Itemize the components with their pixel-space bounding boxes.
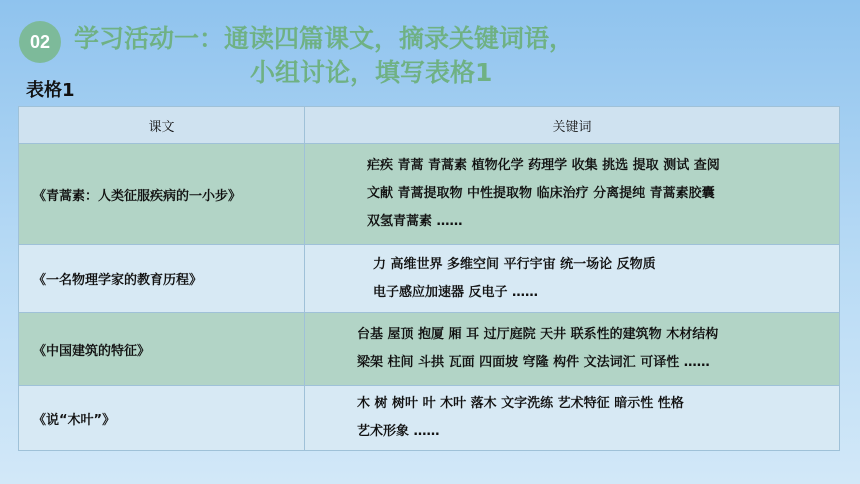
table-row [19, 245, 840, 313]
title-line-2: 小组讨论，填写表格1 [250, 58, 493, 87]
row-text-title: 《青蒿素：人类征服疾病的一小步》 [19, 144, 305, 245]
keyword-line: 力 高维世界 多维空间 平行宇宙 统一场论 反物质 [373, 256, 656, 272]
header-text: 课文 [19, 107, 305, 144]
table-row [19, 144, 840, 245]
keyword-line: 电子感应加速器 反电子 …… [373, 284, 539, 300]
keyword-line: 台基 屋顶 抱厦 厢 耳 过厅庭院 天井 联系性的建筑物 木材结构 [357, 327, 719, 342]
keyword-line: 双氢青蒿素 …… [367, 214, 463, 229]
row-text-title: 《一名物理学家的教育历程》 [19, 245, 305, 313]
title-line-1: 学习活动一：通读四篇课文，摘录关键词语， [74, 24, 575, 53]
keyword-line: 艺术形象 …… [357, 424, 440, 439]
row-keywords [305, 245, 840, 313]
keyword-line: 木 树 树叶 叶 木叶 落木 文字洗练 艺术特征 暗示性 性格 [357, 396, 684, 411]
row-text-title: 《说“木叶”》 [19, 386, 305, 451]
table-row [19, 313, 840, 386]
keyword-line: 梁架 柱间 斗拱 瓦面 四面坡 穹隆 构件 文法词汇 可译性 …… [357, 355, 710, 370]
row-keywords [305, 386, 840, 451]
keywords-table [18, 106, 840, 451]
table-row [19, 386, 840, 451]
keyword-line: 疟疾 青蒿 青蒿素 植物化学 药理学 收集 挑选 提取 测试 查阅 [367, 158, 720, 173]
table-header-row [19, 107, 840, 144]
header-keywords: 关键词 [305, 107, 840, 144]
slide-number-badge: 02 [19, 21, 61, 63]
keyword-line: 文献 青蒿提取物 中性提取物 临床治疗 分离提纯 青蒿素胶囊 [367, 186, 715, 201]
slide-title [74, 22, 574, 90]
row-keywords [305, 313, 840, 386]
table-label: 表格1 [26, 80, 75, 101]
row-keywords [305, 144, 840, 245]
row-text-title: 《中国建筑的特征》 [19, 313, 305, 386]
